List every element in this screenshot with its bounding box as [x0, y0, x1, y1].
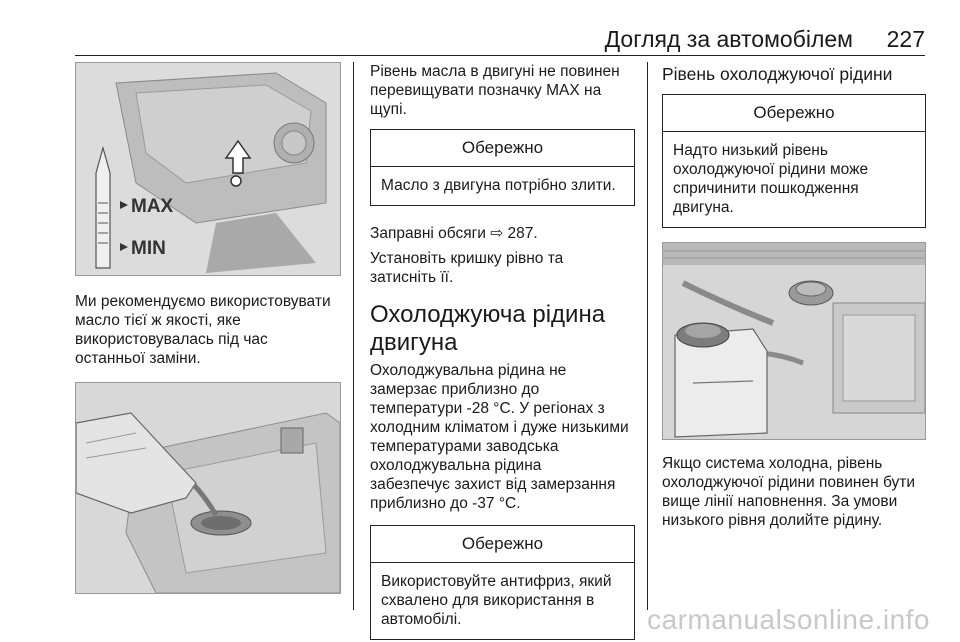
text-line: затисніть її.: [370, 269, 454, 286]
header-rule: [75, 55, 925, 56]
caution-box-antifreeze: [370, 525, 635, 640]
text-line: схвалено для використання в: [381, 592, 595, 609]
text-line: масло тієї ж якості, яке: [75, 312, 241, 329]
text-line: охолоджувальна рідина: [370, 457, 542, 474]
heading-line: двигуна: [370, 329, 458, 356]
coolant-reservoir-illustration: [663, 243, 925, 439]
text-line: використовувалась під час: [75, 331, 268, 348]
max-label: MAX: [131, 196, 174, 217]
min-label: MIN: [131, 238, 166, 259]
text-line: охолоджуючої рідини повинен бути: [662, 474, 916, 491]
text-line: охолоджуючої рідини може: [673, 161, 869, 178]
text-line: щупі.: [370, 101, 407, 118]
coolant-level-heading: Рівень охолоджуючої рідини: [662, 64, 893, 84]
caution-text: [371, 563, 634, 639]
text-line: двигуна.: [673, 199, 734, 216]
oil-pouring-illustration: [76, 383, 340, 593]
text-line: температури -28 °C. У регіонах з: [370, 400, 605, 417]
text-span: на: [579, 82, 602, 99]
caution-title: Обережно: [371, 526, 634, 563]
text-span: Заправні обсяги: [370, 225, 491, 242]
coolant-reservoir-figure: [662, 242, 926, 440]
capacity-reference: [370, 224, 635, 243]
page-ref-arrow-icon: ⇨: [490, 225, 504, 242]
text-line: Ми рекомендуємо використовувати: [75, 293, 331, 310]
text-line: Установіть кришку рівно та: [370, 250, 564, 267]
right-column: [662, 62, 926, 530]
left-column: [75, 62, 343, 594]
text-span: перевищувати позначку: [370, 82, 547, 99]
oil-recommendation: [75, 292, 343, 368]
middle-column: [370, 62, 635, 640]
caution-text: Масло з двигуна потрібно злити.: [381, 177, 616, 194]
coolant-heading: [370, 301, 635, 357]
coolant-level-instruction: [662, 454, 926, 530]
heading-line: Охолоджуюча рідина: [370, 301, 606, 328]
column-divider-1: [353, 62, 354, 610]
text-line: приблизно до -37 °C.: [370, 495, 521, 512]
dipstick-figure: [75, 62, 341, 276]
text-line: вище лінії наповнення. За умови: [662, 493, 898, 510]
page-number: 227: [886, 26, 925, 52]
text-line: Рівень масла в двигуні не повинен: [370, 63, 620, 80]
oil-level-note: [370, 62, 635, 119]
watermark: carmanualsonline.info: [647, 604, 930, 635]
text-line: температурами заводська: [370, 438, 559, 455]
text-line: спричинити пошкодження: [673, 180, 859, 197]
text-line: забезпечує захист від замерзання: [370, 476, 616, 493]
caution-text: [663, 132, 925, 227]
coolant-description: [370, 361, 635, 513]
page-header: [75, 22, 925, 56]
oil-filling-figure: [75, 382, 341, 594]
caution-box-coolant: [662, 94, 926, 228]
text-line: Використовуйте антифриз, який: [381, 573, 612, 590]
text-line: [370, 81, 635, 100]
text-line: Охолоджувальна рідина не: [370, 362, 567, 379]
text-line: низького рівня долийте рідину.: [662, 512, 883, 529]
caution-box-oil: [370, 129, 635, 206]
section-title: Догляд за автомобілем: [604, 26, 853, 52]
engine-dipstick-illustration: [76, 63, 340, 275]
text-line: останньої заміни.: [75, 350, 201, 367]
text-line: Якщо система холодна, рівень: [662, 455, 883, 472]
text-line: замерзає приблизно до: [370, 381, 540, 398]
text-line: холодним кліматом і дуже низькими: [370, 419, 629, 436]
column-divider-2: [647, 62, 648, 610]
caution-title: Обережно: [663, 95, 925, 132]
text-line: автомобілі.: [381, 611, 462, 628]
max-mark: MAX: [546, 82, 580, 99]
text-line: Надто низький рівень: [673, 142, 828, 159]
caution-title: Обережно: [371, 130, 634, 167]
page-ref-link[interactable]: 287.: [503, 225, 538, 242]
cap-instruction: [370, 249, 635, 287]
